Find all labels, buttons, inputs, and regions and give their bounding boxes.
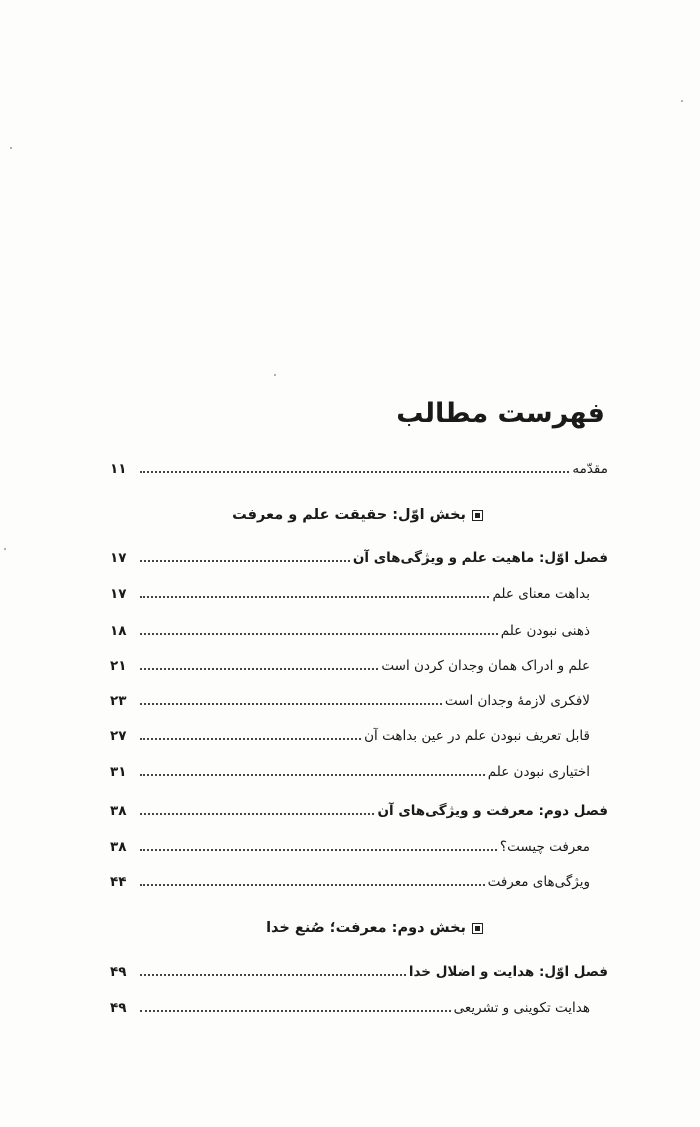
dot-leader	[140, 813, 374, 815]
dot-leader	[140, 849, 497, 851]
paper-speck	[274, 374, 276, 376]
dot-leader	[140, 668, 378, 670]
toc-entry-label: ویژگی‌های معرفت	[487, 874, 590, 890]
toc-entry-label: معرفت چیست؟	[499, 839, 590, 855]
toc-page-number: ۴۴	[110, 874, 127, 890]
toc-page-number: ۱۱	[110, 461, 127, 477]
dot-leader	[140, 596, 489, 598]
toc-entry[interactable]	[110, 758, 608, 780]
dot-leader	[140, 774, 485, 776]
dot-leader	[140, 738, 361, 740]
paper-speck	[10, 147, 12, 149]
toc-entry-label: مقدّمه	[572, 461, 608, 477]
toc-entry-intro[interactable]	[110, 455, 608, 477]
dot-leader	[140, 703, 442, 705]
toc-page-number: ۱۸	[110, 623, 127, 639]
toc-page-number: ۲۷	[110, 728, 127, 744]
toc-page-number: ۲۱	[110, 658, 127, 674]
toc-entry[interactable]	[110, 652, 608, 674]
section-heading-text: بخش دوم: معرفت؛ صُنع خدا	[266, 920, 466, 936]
toc-page-number: ۱۷	[110, 550, 127, 566]
toc-chapter-label: فصل دوم: معرفت و ویژگی‌های آن	[377, 803, 608, 819]
toc-entry-label: قابل تعریف نبودن علم در عین بداهت آن	[364, 728, 590, 744]
dot-leader	[140, 974, 406, 976]
toc-entry[interactable]	[110, 617, 608, 639]
dot-leader	[140, 884, 485, 886]
dot-leader	[140, 471, 569, 473]
toc-page-number: ۳۸	[110, 803, 127, 819]
paper-speck	[681, 100, 683, 102]
toc-chapter[interactable]	[110, 797, 608, 819]
toc-entry-label: بداهت معنای علم	[492, 586, 590, 602]
toc-entry-label: اختیاری نبودن علم	[487, 764, 590, 780]
toc-chapter-label: فصل اوّل: ماهیت علم و ویژگی‌های آن	[352, 550, 608, 566]
toc-entry[interactable]	[110, 994, 608, 1016]
dot-leader	[140, 633, 498, 635]
toc-page-number: ۴۹	[110, 964, 127, 980]
toc-page-number: ۳۸	[110, 839, 127, 855]
toc-entry[interactable]	[110, 580, 608, 602]
toc-entry[interactable]	[110, 722, 608, 744]
toc-entry[interactable]	[110, 833, 608, 855]
dot-leader	[140, 560, 350, 562]
toc-entry-label: ذهنی نبودن علم	[500, 623, 590, 639]
dot-leader	[140, 1010, 451, 1012]
square-bullet-icon	[472, 510, 483, 521]
section-heading-1	[232, 507, 483, 523]
toc-chapter[interactable]	[110, 544, 608, 566]
toc-page-number: ۴۹	[110, 1000, 127, 1016]
section-heading-text: بخش اوّل: حقیقت علم و معرفت	[232, 507, 466, 523]
paper-speck	[4, 548, 6, 550]
toc-entry[interactable]	[110, 687, 608, 709]
toc-title: فهرست مطالب	[396, 398, 605, 429]
toc-chapter-label: فصل اوّل: هدایت و اضلال خدا	[408, 964, 608, 980]
toc-page-number: ۱۷	[110, 586, 127, 602]
toc-page-number: ۲۳	[110, 693, 127, 709]
toc-entry-label: لافکری لازمهٔ وجدان است	[444, 693, 590, 709]
toc-entry-label: هدایت تکوینی و تشریعی	[453, 1000, 590, 1016]
square-bullet-icon	[472, 923, 483, 934]
section-heading-2	[266, 920, 483, 936]
toc-chapter[interactable]	[110, 958, 608, 980]
toc-entry[interactable]	[110, 868, 608, 890]
toc-page-number: ۳۱	[110, 764, 127, 780]
toc-entry-label: علم و ادراک همان وجدان کردن است	[381, 658, 590, 674]
